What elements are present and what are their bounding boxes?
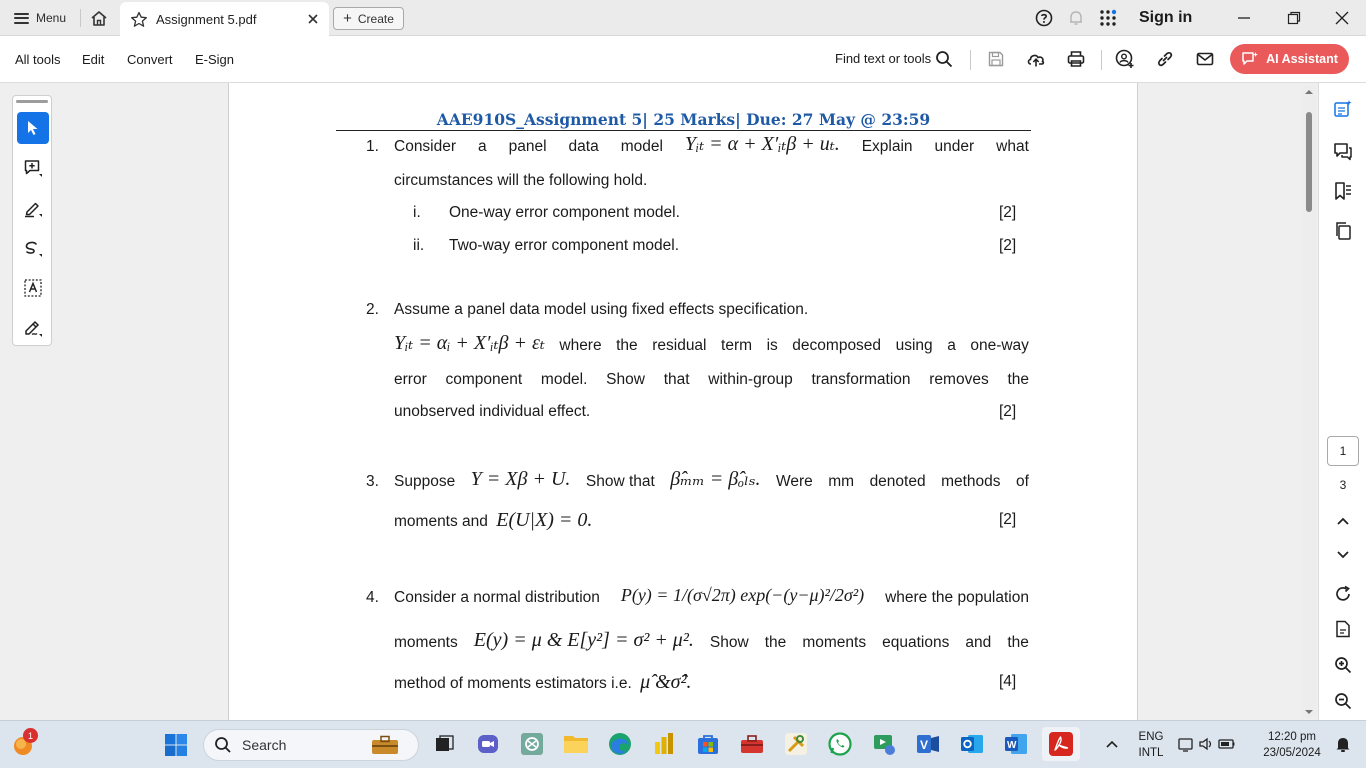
equation: Yᵢₜ = αᵢ + X′ᵢₜβ + εₜ xyxy=(394,332,545,354)
start-button[interactable] xyxy=(163,732,189,758)
briefcase-icon xyxy=(366,734,406,756)
word: Show xyxy=(606,371,645,388)
notification-badge: 1 xyxy=(23,728,38,743)
word: the xyxy=(616,337,638,354)
zoom-in-button[interactable] xyxy=(1332,654,1354,676)
word: Show that xyxy=(585,473,655,490)
acrobat-app[interactable] xyxy=(1042,727,1080,761)
next-page-button[interactable] xyxy=(1332,544,1354,566)
comments-icon xyxy=(1333,141,1353,161)
word: and xyxy=(965,634,992,651)
save-button[interactable] xyxy=(985,48,1007,70)
ai-chat-icon xyxy=(1241,51,1259,67)
question-line: Assume a panel data model using fixed effects specification. xyxy=(394,301,809,318)
language-indicator[interactable] xyxy=(1135,729,1167,761)
word: a xyxy=(947,337,956,354)
word: a xyxy=(478,138,487,155)
question-line xyxy=(394,133,1029,157)
word: of xyxy=(1015,473,1029,490)
bell-icon xyxy=(1335,735,1351,753)
word: error xyxy=(394,371,427,388)
bar-chart-app-icon xyxy=(652,732,676,756)
edge-browser-app[interactable] xyxy=(607,731,633,757)
equation: P(y) = 1/(σ√2π) exp(−(y−μ)²/2σ²) xyxy=(620,585,865,605)
tools-app[interactable] xyxy=(783,731,809,757)
windows-taskbar xyxy=(0,720,1366,768)
close-window-button[interactable] xyxy=(1328,6,1356,30)
svg-text:V: V xyxy=(920,738,929,752)
page-number-icon xyxy=(1334,620,1352,638)
close-icon xyxy=(1335,11,1349,25)
quick-tools-panel xyxy=(12,95,52,346)
sign-tool[interactable] xyxy=(17,312,49,344)
refresh-button[interactable] xyxy=(1332,583,1354,605)
question-number: 2. xyxy=(366,301,379,318)
equation: Y = Xβ + U. xyxy=(470,468,571,490)
question-line xyxy=(394,672,1029,694)
language-code: ENG xyxy=(1138,731,1164,743)
zoom-out-icon xyxy=(1334,692,1352,710)
convert-menu[interactable]: Convert xyxy=(127,52,173,67)
word: one-way xyxy=(970,337,1029,354)
ai-assistant-label: AI Assistant xyxy=(1266,52,1338,66)
acrobat-icon xyxy=(1048,731,1074,757)
item-text: One-way error component model. xyxy=(449,204,680,221)
word: term xyxy=(721,337,753,354)
media-player-icon xyxy=(872,732,896,756)
pages-button[interactable] xyxy=(1332,220,1354,242)
highlight-tool[interactable] xyxy=(17,192,49,224)
word: the xyxy=(1007,634,1029,651)
marks: [2] xyxy=(999,237,1017,254)
plus-icon: + xyxy=(343,9,352,27)
scroll-up-arrow-icon[interactable] xyxy=(1302,87,1316,97)
tab-bar xyxy=(0,0,1366,36)
sign-in-link[interactable]: Sign in xyxy=(1139,9,1193,26)
marks: [4] xyxy=(999,673,1017,690)
word: what xyxy=(996,138,1029,155)
media-app[interactable] xyxy=(871,731,897,757)
find-text-label[interactable]: Find text or tools xyxy=(835,51,932,66)
item-numeral: ii. xyxy=(413,237,425,254)
apps-grid-icon xyxy=(1099,9,1117,27)
system-status-button[interactable] xyxy=(1175,731,1237,757)
notification-center-button[interactable] xyxy=(1330,731,1356,757)
file-explorer-app[interactable] xyxy=(563,731,589,757)
svg-text:W: W xyxy=(1007,740,1017,751)
windows-logo-icon xyxy=(164,733,188,757)
edge-icon xyxy=(608,732,632,756)
header-rule xyxy=(336,130,1031,131)
word: the xyxy=(764,634,787,651)
word-icon xyxy=(1004,732,1028,756)
generative-summary-button[interactable] xyxy=(1332,98,1354,120)
question-line: unobserved individual effect. xyxy=(394,403,591,420)
clock[interactable] xyxy=(1252,729,1332,761)
esign-menu[interactable]: E-Sign xyxy=(195,52,235,67)
word: model. xyxy=(540,371,588,388)
store-icon xyxy=(696,732,720,756)
bell-icon xyxy=(1067,9,1085,27)
signature-pen-icon xyxy=(23,318,43,338)
word: method of moments estimators i.e. xyxy=(394,675,632,692)
viber-app[interactable] xyxy=(915,731,941,757)
tab-title: Assignment 5.pdf xyxy=(156,11,257,27)
pages-icon xyxy=(1333,221,1353,241)
home-icon xyxy=(90,10,108,27)
chevron-up-icon xyxy=(1336,516,1350,526)
word: Suppose xyxy=(394,473,456,490)
item-text: Two-way error component model. xyxy=(449,237,680,254)
word: methods xyxy=(941,473,1001,490)
word: decomposed xyxy=(792,337,882,354)
word: data xyxy=(568,138,599,155)
word: within-group xyxy=(708,371,793,388)
word: Were xyxy=(776,473,813,490)
select-tool[interactable] xyxy=(17,112,49,144)
word: component xyxy=(445,371,523,388)
question-line xyxy=(394,585,1029,608)
highlighter-icon xyxy=(23,198,43,218)
question-line: circumstances will the following hold. xyxy=(394,172,648,189)
word: denoted xyxy=(869,473,926,490)
copy-link-button[interactable] xyxy=(1154,48,1176,70)
outlook-app[interactable] xyxy=(959,731,985,757)
word: moments xyxy=(394,634,458,651)
search-icon xyxy=(214,736,232,754)
all-tools-menu[interactable]: All tools xyxy=(15,52,61,67)
divider xyxy=(970,50,971,70)
freehand-icon xyxy=(23,238,43,258)
word: transformation xyxy=(811,371,911,388)
question-4 xyxy=(229,578,1138,708)
wrench-icon xyxy=(784,732,808,756)
network-sound-battery-icon xyxy=(1175,734,1237,754)
search-placeholder: Search xyxy=(242,737,287,753)
question-2 xyxy=(229,300,1138,430)
comment-add-icon xyxy=(23,158,43,178)
help-icon xyxy=(1035,9,1053,27)
restore-button[interactable] xyxy=(1280,6,1308,30)
restore-icon xyxy=(1287,11,1301,25)
store-app[interactable] xyxy=(695,731,721,757)
clock-date: 23/05/2024 xyxy=(1263,747,1321,759)
equation: μ̂ &σ̂². xyxy=(640,671,692,693)
word: the xyxy=(1007,371,1029,388)
word: using xyxy=(895,337,933,354)
question-1 xyxy=(229,135,1138,265)
printer-icon xyxy=(1067,50,1085,68)
chatgpt-icon xyxy=(520,732,544,756)
power-bi-app[interactable] xyxy=(651,731,677,757)
question-line xyxy=(394,370,1029,390)
pdf-page xyxy=(228,83,1138,720)
email-button[interactable] xyxy=(1194,48,1216,70)
menu-label: Menu xyxy=(36,11,67,25)
zoom-out-button[interactable] xyxy=(1332,690,1354,712)
word: equations xyxy=(882,634,950,651)
page-thumbnail-button[interactable] xyxy=(1332,618,1354,640)
word: Explain xyxy=(861,138,913,155)
taskbar-search[interactable] xyxy=(203,729,419,761)
toolbox-app[interactable] xyxy=(739,731,765,757)
whatsapp-app[interactable] xyxy=(827,731,853,757)
apps-button[interactable] xyxy=(1097,7,1119,29)
panel-grip[interactable] xyxy=(16,100,48,103)
word: Show xyxy=(709,634,749,651)
meet-app[interactable] xyxy=(475,731,501,757)
word: moments xyxy=(802,634,867,651)
outlook-icon xyxy=(960,732,984,756)
main-toolbar xyxy=(0,36,1366,83)
add-people-icon xyxy=(1115,49,1135,69)
star-icon[interactable] xyxy=(130,11,148,28)
equation: E(U|X) = 0. xyxy=(496,509,593,531)
right-tool-rail xyxy=(1318,83,1366,720)
print-button[interactable] xyxy=(1065,48,1087,70)
task-view-button[interactable] xyxy=(431,731,457,757)
question-line xyxy=(394,468,1029,492)
marks: [2] xyxy=(999,204,1017,221)
task-view-icon xyxy=(433,733,455,755)
share-user-button[interactable] xyxy=(1114,48,1136,70)
word-app[interactable] xyxy=(1003,731,1029,757)
whatsapp-icon xyxy=(828,732,852,756)
notifications-button[interactable] xyxy=(1065,7,1087,29)
hamburger-icon xyxy=(14,13,29,24)
edit-menu[interactable]: Edit xyxy=(82,52,105,67)
help-button[interactable] xyxy=(1033,7,1055,29)
search-icon xyxy=(935,50,953,68)
equation: Yᵢₜ = α + X′ᵢₜβ + uₜ. xyxy=(684,133,840,155)
create-label: Create xyxy=(357,11,394,26)
scroll-down-arrow-icon[interactable] xyxy=(1302,707,1316,717)
word: mm xyxy=(828,473,855,490)
clock-time: 12:20 pm xyxy=(1268,731,1316,743)
word: is xyxy=(766,337,778,354)
zoom-in-icon xyxy=(1334,656,1352,674)
save-icon xyxy=(987,50,1005,68)
question-number: 1. xyxy=(366,138,379,155)
word: where xyxy=(559,337,602,354)
question-line xyxy=(394,629,1029,653)
text-box-icon xyxy=(23,278,43,298)
add-comment-tool[interactable] xyxy=(17,152,49,184)
word: removes xyxy=(929,371,989,388)
upload-button[interactable] xyxy=(1025,48,1047,70)
total-pages: 3 xyxy=(1339,478,1347,492)
word: where the population xyxy=(885,589,1029,606)
word: residual xyxy=(652,337,707,354)
document-tab[interactable] xyxy=(120,2,329,36)
question-3 xyxy=(229,470,1138,540)
current-page-input[interactable]: 1 xyxy=(1327,436,1359,466)
ai-assistant-button[interactable] xyxy=(1230,44,1349,74)
word: under xyxy=(934,138,975,155)
scrollbar-thumb[interactable] xyxy=(1306,112,1312,212)
item-numeral: i. xyxy=(413,204,421,221)
equation: E(y) = μ & E[y²] = σ² + μ². xyxy=(473,629,694,651)
word: Consider a normal distribution xyxy=(394,589,600,606)
question-line xyxy=(394,510,1029,532)
mail-icon xyxy=(1196,51,1214,67)
summary-icon xyxy=(1333,99,1353,119)
divider xyxy=(1101,50,1102,70)
folder-icon xyxy=(563,732,589,756)
word: model xyxy=(620,138,663,155)
video-call-icon xyxy=(476,732,500,756)
comments-button[interactable] xyxy=(1332,140,1354,162)
question-number: 3. xyxy=(366,473,379,490)
chevron-down-icon xyxy=(1336,550,1350,560)
word: panel xyxy=(508,138,547,155)
cloud-upload-icon xyxy=(1026,50,1046,68)
bookmark-icon xyxy=(1333,181,1353,201)
create-button[interactable] xyxy=(333,7,404,30)
marks: [2] xyxy=(999,511,1017,528)
close-tab-icon[interactable] xyxy=(307,13,319,25)
word: Consider xyxy=(394,138,457,155)
link-icon xyxy=(1156,50,1174,68)
home-button[interactable] xyxy=(86,6,112,30)
find-button[interactable] xyxy=(933,48,955,70)
equation: β̂ₘₘ = β̂ₒₗₛ. xyxy=(670,468,761,490)
draw-tool[interactable] xyxy=(17,232,49,264)
minimize-button[interactable] xyxy=(1230,6,1258,30)
divider xyxy=(80,9,81,27)
previous-page-button[interactable] xyxy=(1332,510,1354,532)
toolbox-icon xyxy=(739,732,765,756)
word: moments and xyxy=(394,513,488,530)
menu-button[interactable] xyxy=(8,6,72,30)
document-header: AAE910S_Assignment 5| 25 Marks| Due: 27 May @ 23:59 xyxy=(436,110,931,129)
bookmarks-button[interactable] xyxy=(1332,180,1354,202)
viber-icon xyxy=(916,732,940,756)
rotate-icon xyxy=(1334,585,1352,603)
minimize-icon xyxy=(1237,11,1251,25)
chatgpt-app[interactable] xyxy=(519,731,545,757)
marks: [2] xyxy=(999,403,1017,420)
word: that xyxy=(663,371,690,388)
keyboard-layout: INTL xyxy=(1138,747,1164,759)
show-hidden-icons-button[interactable] xyxy=(1099,731,1125,757)
question-line xyxy=(394,332,1029,356)
cursor-icon xyxy=(26,120,40,136)
text-tool[interactable] xyxy=(17,272,49,304)
chevron-up-icon xyxy=(1105,739,1119,749)
question-number: 4. xyxy=(366,589,379,606)
